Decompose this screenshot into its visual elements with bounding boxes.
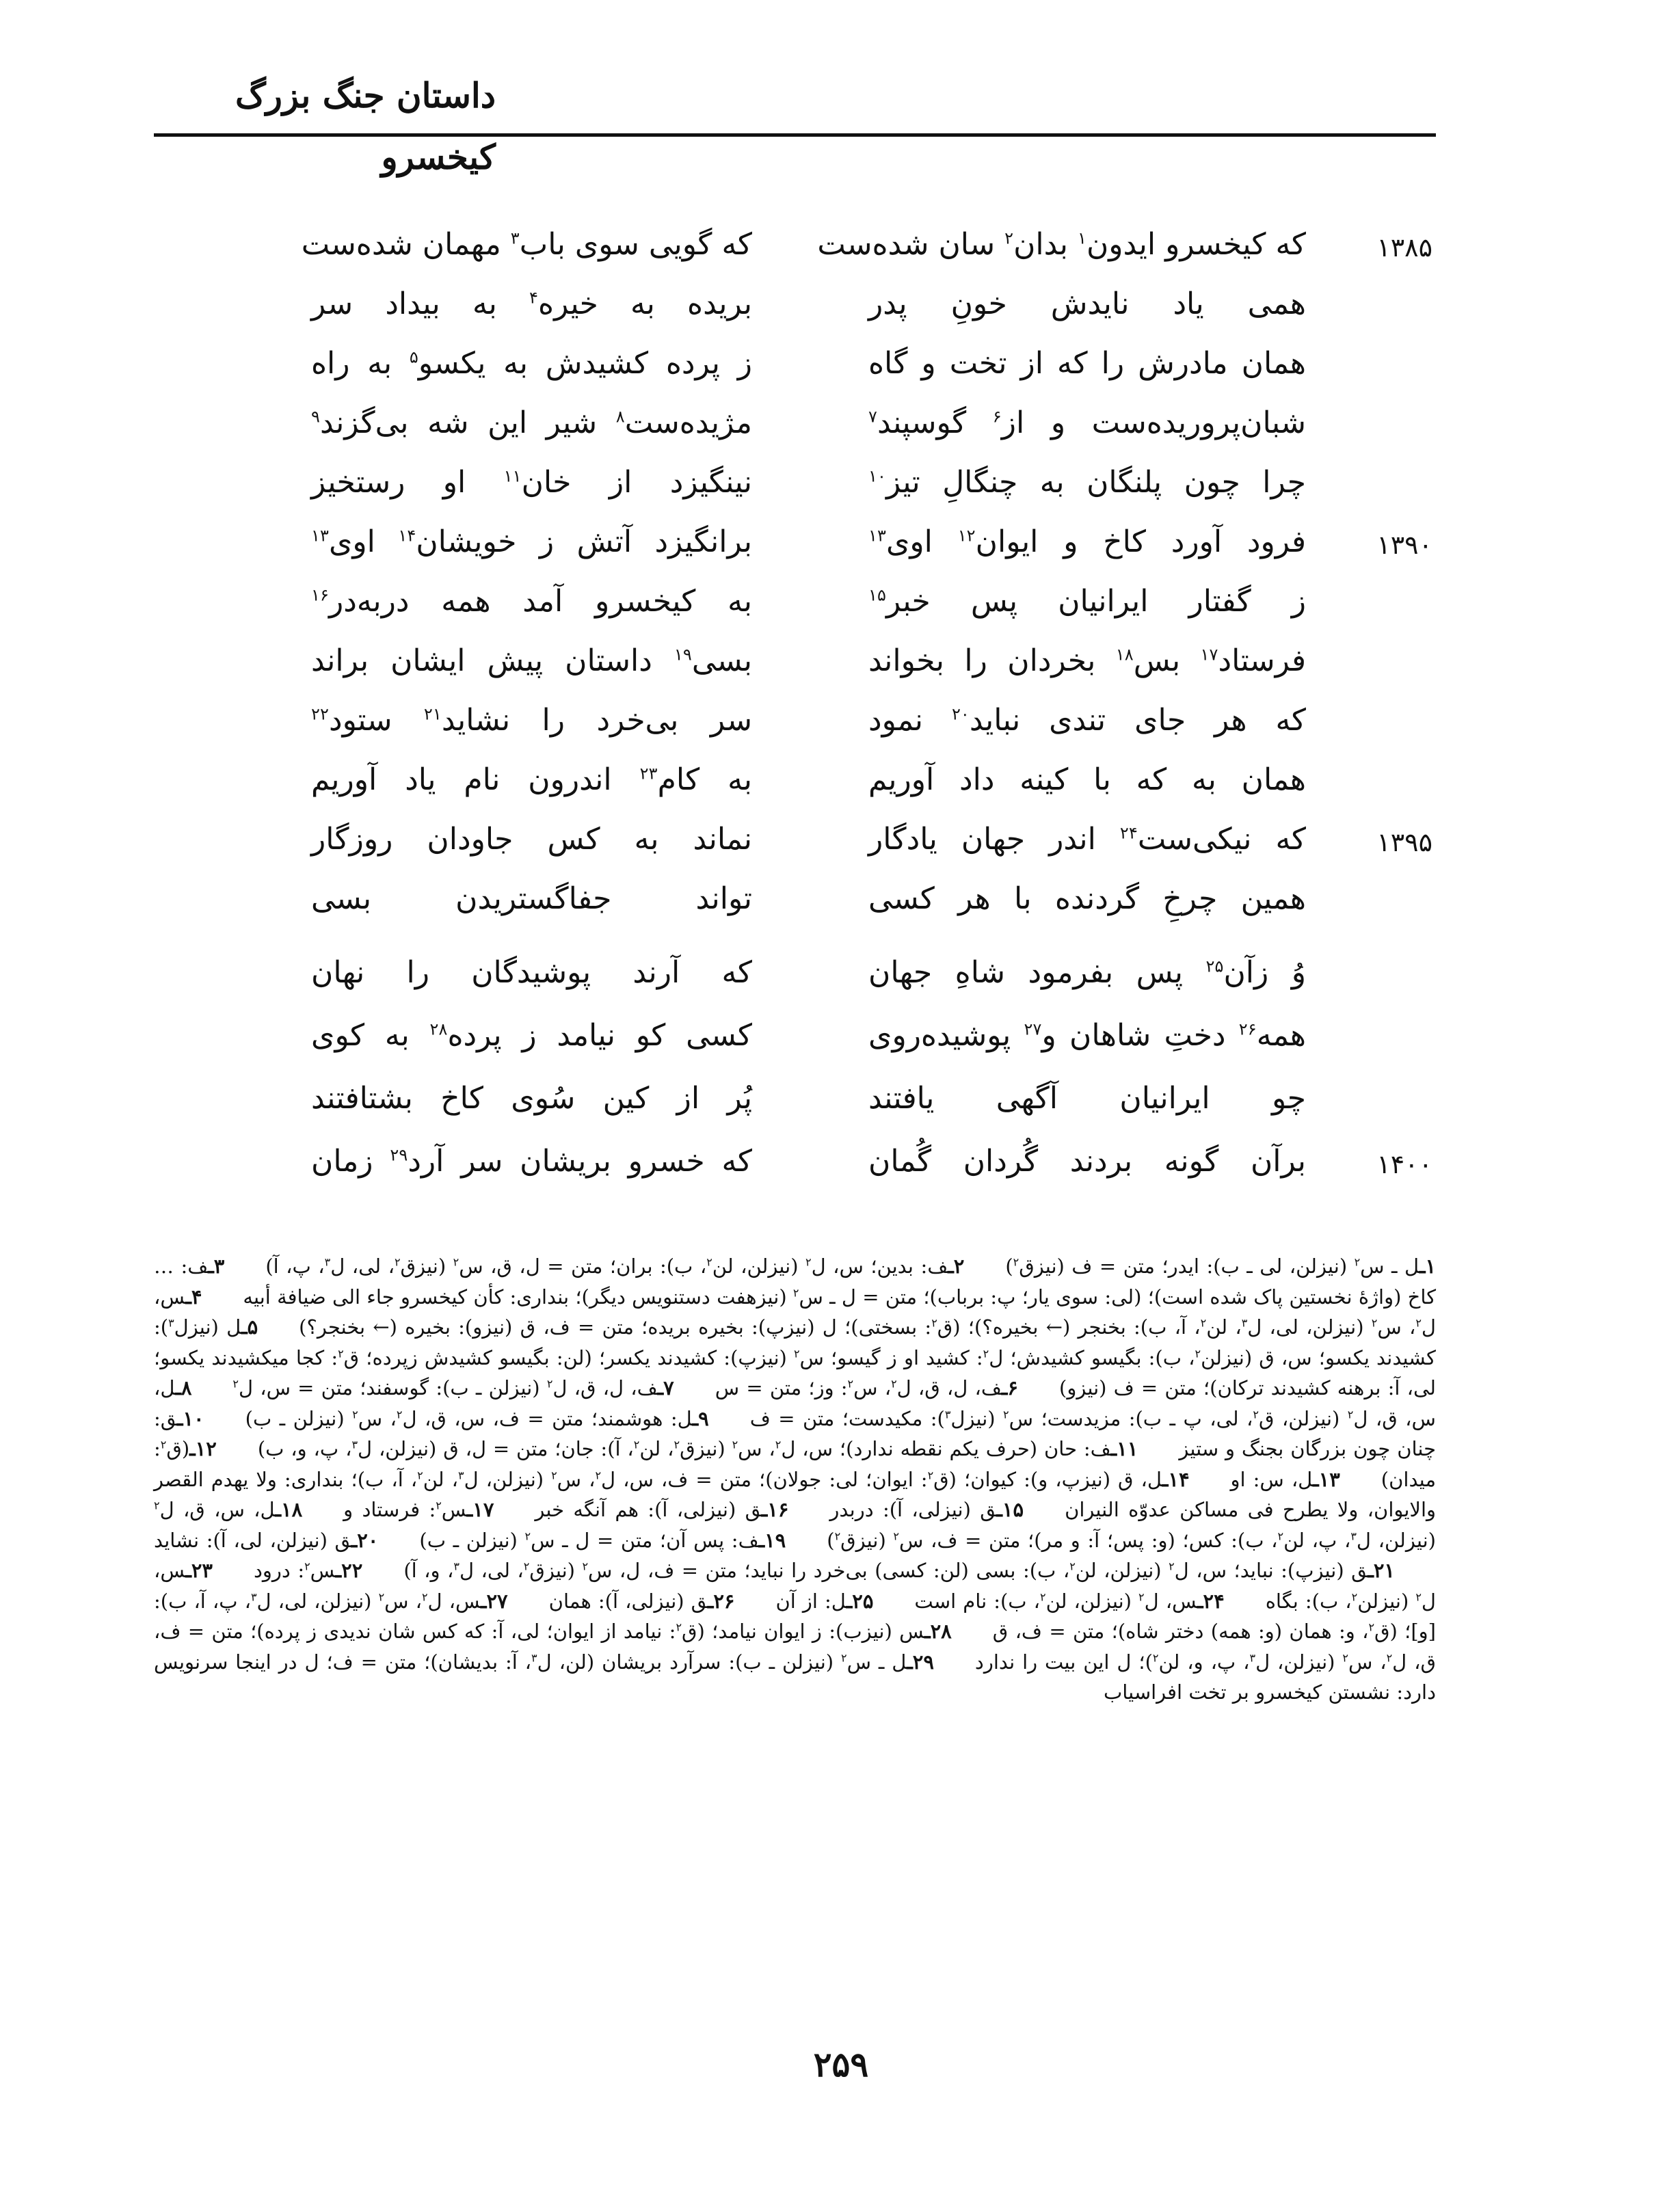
footnote-number: ۷ـ: [657, 1376, 674, 1399]
verse-line-number: [1357, 271, 1432, 336]
second-hemistich: که آرند پوشیدگان را نهان: [311, 955, 752, 990]
second-hemistich: برانگیزد آتش ز خویشان$^{۱۴}$ اوی$^{۱۳}$: [311, 524, 752, 559]
verse-line-number: [1357, 866, 1432, 931]
first-hemistich: وُ زآن$^{۲۵}$ پس بفرمود شاهِ جهان: [868, 955, 1306, 990]
footnote-number: ۳ـ: [208, 1255, 225, 1278]
footnote-text: ق (نیزلن، لی، آ): نشاید: [154, 1528, 351, 1552]
second-hemistich: به کیخسرو آمد همه دربه‌در$^{۱۶}$: [311, 584, 752, 619]
footnote-text: ل، س: او: [1230, 1467, 1314, 1491]
first-hemistich: که هر جای تندی نباید$^{۲۰}$ نمود: [868, 703, 1306, 738]
footnote-number: ۱۹ـ: [758, 1528, 786, 1552]
footnote-number: ۲۰ـ: [351, 1528, 379, 1552]
footnote-text: س، ل$^۲$ (نیزلن$^۲$، ب): بگاه: [154, 1559, 1436, 1613]
footnote: [914, 1590, 1224, 1613]
verse-line-number: [1357, 1003, 1432, 1068]
couplet: [0, 569, 1680, 634]
second-hemistich: نماند به کس جاودان روزگار: [311, 822, 752, 857]
footnote-number: ۴ـ: [185, 1285, 202, 1309]
footnote-text: ل: از آن: [775, 1589, 846, 1613]
running-head-title: داستان جنگ بزرگ کیخسرو: [235, 75, 496, 177]
second-hemistich: کسی کو نیامد ز پرده$^{۲۸}$ به کوی: [311, 1018, 752, 1053]
second-hemistich: مژیده‌ست$^۸$ شیر این شه بی‌گزند$^۹$: [311, 405, 752, 440]
footnote-text: ق (نیزلی، آ): هم آنگه خبر: [535, 1498, 762, 1521]
first-hemistich: همان به که با کینه داد آوریم: [868, 762, 1306, 797]
first-hemistich: چو ایرانیان آگهی یافتند: [868, 1081, 1306, 1116]
second-hemistich: که خسرو بریشان سر آرد$^{۲۹}$ زمان: [311, 1144, 752, 1179]
footnote-number: ۲۸ـ: [924, 1620, 952, 1643]
second-hemistich: پُر از کین سُوی کاخ بشتافتند: [311, 1081, 752, 1116]
footnote-text: (ق$^۲$: میدان): [154, 1437, 1436, 1491]
footnote-number: ۱۲ـ: [189, 1437, 217, 1460]
first-hemistich: چرا چون پلنگان به چنگالِ تیز$^{۱۰}$: [868, 465, 1306, 500]
couplet: [0, 331, 1680, 396]
footnote-number: ۲ـ: [948, 1255, 965, 1278]
footnote-text: ف، ل، ق، ل$^۲$ (نیزلن ـ ب): گوسفند؛ متن = س، ل$^۲$: [232, 1376, 658, 1399]
footnote-number: ۸ـ: [175, 1376, 192, 1399]
couplet: [0, 1003, 1680, 1068]
footnote: [829, 1498, 1024, 1521]
footnote-number: ۲۷ـ: [480, 1589, 508, 1613]
second-hemistich: نینگیزد از خان$^{۱۱}$ او رستخیز: [311, 465, 752, 500]
footnote-text: ل، ق (نیزپ، و): کیوان؛ (ق$^۲$: ایوان؛ لی: جولان)؛ متن = ف، س، ل$^۲$، س$^۲$ (نیزلن، ل$^۳$، لن$^۲$، آ، ب)؛ بنداری: ولا یهدم القصر والایوان، ولا یطرح فی مساکن عدوّه النیران: [154, 1467, 1437, 1521]
couplet: [0, 390, 1680, 455]
footnote-text: ل ـ س$^۲$ (نیزلن، لی ـ ب): ایدر؛ متن = ف (نیزق$^۲$): [1005, 1255, 1419, 1278]
footnote: [535, 1498, 788, 1521]
footnote: [245, 1407, 709, 1430]
header-divider: [154, 133, 1436, 137]
couplet: [0, 1066, 1680, 1131]
footnote-number: ۹ـ: [692, 1406, 709, 1430]
footnote-number: ۲۵ـ: [846, 1589, 874, 1613]
footnote-number: ۶ـ: [1001, 1376, 1018, 1399]
footnote-text: ف، ل، ق، ل$^۲$، س$^۲$: وز؛ متن = س: [715, 1376, 1002, 1399]
verse-line-number: [1357, 628, 1432, 693]
footnote-number: ۲۳ـ: [185, 1559, 213, 1582]
first-hemistich: همان مادرش را که از تخت و گاه: [868, 346, 1306, 381]
footnote-number: ۱۱ـ: [1110, 1437, 1138, 1460]
footnote-number: ۵ـ: [241, 1315, 258, 1339]
footnote-text: س$^۲$: فرستاد و: [343, 1498, 467, 1521]
footnote: [254, 1559, 362, 1582]
verse-line-number: [1357, 569, 1432, 634]
page-number: ۲۵۹: [813, 2044, 869, 2085]
footnote-number: ۱۳ـ: [1313, 1467, 1340, 1491]
footnote-text: ف: … کاخ (واژهٔ نخستین پاک شده است)؛ (لی: سوی یار؛ پ: برباب)؛ متن = ل ـ س$^۲$ (نیزهفت دستنویس دیگر)؛ بنداری: کأن کیخسرو جاء الی ضیافة أبیه: [154, 1255, 1436, 1309]
first-hemistich: ز گفتار ایرانیان پس خبر$^{۱۵}$: [868, 584, 1306, 619]
footnote: [343, 1498, 494, 1521]
verse-line-number: [1357, 331, 1432, 396]
couplet: [0, 212, 1680, 277]
second-hemistich: ز پرده کشیدش به یکسو$^۵$ به راه: [311, 346, 752, 381]
footnote-text: ل، س، ق، ل$^۲$ (نیزلن، ل$^۳$، پ، لن$^۲$، ب): کس؛ (و: پس؛ آ: و مر)؛ متن = ف، س$^۲$ (نیزق$^۲$): [154, 1498, 1436, 1552]
footnote: [1005, 1255, 1436, 1278]
footnote-text: ل، س، ق، ل$^۲$ (نیزلن، ق$^۲$، لی، پ ـ ب): مزیدست؛ س$^۲$ (نیزل$^۳$): مکیدست؛ متن = ف: [154, 1376, 1436, 1430]
second-hemistich: بریده به خیره$^۴$ به بیداد سر: [311, 286, 752, 321]
footnote-text: ل: هوشمند؛ متن = ف، س، ق، ل$^۲$، س$^۲$ (نیزلن ـ ب): [245, 1406, 693, 1430]
footnote-number: ۱ـ: [1419, 1255, 1437, 1278]
first-hemistich: برآن گونه بردند گُردان گُمان: [868, 1144, 1306, 1179]
footnote-text: ف: حان (حرف یکم نقطه ندارد)؛ س، ل$^۲$، س$^۲$ (نیزق$^۲$، لن$^۲$، آ): جان؛ متن = ل، ق (نیزلن، ل$^۳$، پ، و، ب): [257, 1437, 1111, 1460]
first-hemistich: همه$^{۲۶}$ دختِ شاهان و$^{۲۷}$ پوشیده‌روی: [868, 1018, 1306, 1053]
couplet: [0, 940, 1680, 1005]
footnote-text: ق (نیزلی، آ): دربدر: [829, 1498, 997, 1521]
footnote-number: ۱۵ـ: [996, 1498, 1024, 1521]
couplet: [0, 450, 1680, 515]
footnote-text: ف: بدین؛ س، ل$^۲$ (نیزلن، لن$^۲$، ب): بران؛ متن = ل، ق، س$^۲$ (نیزق$^۲$، لی، ل$^۳$، پ، آ): [265, 1255, 948, 1278]
couplet: [0, 866, 1680, 931]
verse-line-number: ۱۳۹۰: [1376, 530, 1432, 560]
couplet: [0, 688, 1680, 753]
footnote-text: س، ل$^۲$، س$^۲$ (نیزلن، لی، ل$^۳$، لن$^۲$، آ، ب): بخنجر (← بخیره؟)؛ (ق$^۲$: بسختی)؛ ل (نیزپ): بخیره بریده؛ متن = ف، ق (نیزو): بخیره (← بخنجر؟): [154, 1285, 1436, 1339]
first-hemistich: شبان‌پروریده‌ست و از$^۶$ گوسپند$^۷$: [868, 405, 1307, 440]
first-hemistich: همی یاد نایدش خونِ پدر: [868, 286, 1306, 321]
footnote-text: ق: چنان چون بزرگان بجنگ و ستیز: [154, 1406, 1436, 1460]
footnote: [258, 1437, 1138, 1460]
footnote: [419, 1529, 786, 1552]
footnote-number: ۱۴ـ: [1162, 1467, 1190, 1491]
footnote-number: ۱۷ـ: [466, 1498, 494, 1521]
footnote: [265, 1255, 964, 1278]
verse-line-number: ۱۳۸۵: [1376, 232, 1432, 263]
footnote-text: ق (نیزلی، آ): همان: [548, 1589, 708, 1613]
verse-line-number: [1357, 688, 1432, 753]
footnote-number: ۱۶ـ: [761, 1498, 789, 1521]
second-hemistich: تواند جفاگستریدن بسی: [311, 881, 752, 916]
critical-apparatus-footnotes: [154, 1251, 1436, 1708]
couplet: [0, 807, 1680, 872]
verse-line-number: ۱۳۹۵: [1376, 827, 1432, 857]
footnote-number: ۲۹ـ: [907, 1650, 934, 1674]
footnote-number: ۲۶ـ: [707, 1589, 735, 1613]
footnote: [232, 1376, 674, 1399]
second-hemistich: که گویی سوی باب$^۳$ مهمان شده‌ست: [301, 227, 752, 262]
couplet: [0, 1129, 1680, 1194]
second-hemistich: بسی$^{۱۹}$ داستان پیش ایشان براند: [311, 643, 752, 678]
footnote-text: س، ل$^۲$ (نیزلن، لن$^۲$، ب): نام است: [914, 1589, 1198, 1613]
footnote-text: س$^۲$: درود: [254, 1559, 336, 1582]
first-hemistich: فرود آورد کاخ و ایوان$^{۱۲}$ اوی$^{۱۳}$: [868, 524, 1307, 559]
couplet: [0, 747, 1680, 812]
footnote: [715, 1376, 1018, 1399]
couplet: [0, 271, 1680, 336]
footnote-number: ۲۲ـ: [335, 1559, 363, 1582]
footnote-text: ف: پس آن؛ متن = ل ـ س$^۲$ (نیزلن ـ ب): [419, 1528, 759, 1552]
first-hemistich: فرستاد$^{۱۷}$ بس$^{۱۸}$ بخردان را بخواند: [868, 643, 1306, 678]
footnote-number: ۲۴ـ: [1197, 1589, 1225, 1613]
verse-line-number: [1357, 390, 1432, 455]
verse-line-number: [1357, 450, 1432, 515]
verse-line-number: [1357, 747, 1432, 812]
first-hemistich: که نیکی‌ست$^{۲۴}$ اندر جهان یادگار: [868, 822, 1306, 857]
footnote-number: ۱۸ـ: [275, 1498, 303, 1521]
verse-line-number: [1357, 1066, 1432, 1131]
footnote-text: ل (نیزل$^۳$): کشیدند یکسو؛ س، ق (نیزلن$^۲$، ب): بگیسو کشیدش؛ ل$^۲$: کشید او ز گیسو؛ س$^۲$ (نیزپ): کشیدند یکسر؛ (لن: بگیسو کشیدش زپرده؛ ق$^۲$: کجا میکشیدند یکسو؛ لی، آ: برهنه کشیدند ترکان)؛ متن = ف (نیزو): [154, 1315, 1436, 1399]
footnote-text: ل ـ س$^۲$ (نیزلن ـ ب): سرآرد بریشان (لن، ل$^۳$، آ: بدیشان)؛ متن = ف؛ ل در اینجا سرنویس دارد: نشستن کیخسرو بر تخت افراسیاب: [154, 1650, 1436, 1704]
second-hemistich: به کام$^{۲۳}$ اندرون نام یاد آوریم: [311, 762, 753, 797]
first-hemistich: همین چرخِ گردنده با هر کسی: [868, 881, 1306, 916]
footnote: [403, 1559, 1395, 1582]
second-hemistich: سر بی‌خرد را نشاید$^{۲۱}$ ستود$^{۲۲}$: [311, 703, 752, 738]
verse-line-number: ۱۴۰۰: [1376, 1149, 1432, 1179]
couplet: [0, 628, 1680, 693]
footnote: [1231, 1468, 1340, 1491]
first-hemistich: که کیخسرو ایدون$^۱$ بدان$^۲$ سان شده‌ست: [817, 227, 1306, 262]
footnote-text: ق (نیزپ): نباید؛ س، ل$^۲$ (نیزلن، لن$^۲$، ب): بسی (لن: کسی) بی‌خرد را نباید؛ متن = ف، ل، س$^۲$ (نیزق$^۲$، لی، ل$^۳$، و، آ): [403, 1559, 1368, 1582]
footnote: [154, 1529, 378, 1552]
verse-line-number: [1357, 940, 1432, 1005]
footnote-number: ۲۱ـ: [1368, 1559, 1395, 1582]
footnote: [775, 1590, 873, 1613]
couplet: [0, 509, 1680, 574]
footnote-text: س (نیزب): ز ایوان نیامد؛ (ق$^۲$: نیامد از ایوان؛ لی، آ: که کس شان ندیدی ز پرده)؛ متن = ف، ق، ل$^۲$، س$^۲$ (نیزلن، ل$^۳$، پ، و، لن$^۲$)؛ ل این بیت را ندارد: [154, 1620, 1437, 1674]
footnote: [549, 1590, 735, 1613]
footnote-text: س، ل$^۲$، س$^۲$ (نیزلن، لی، ل$^۳$، پ، آ، ب): [و]؛ (ق$^۲$، و: همان (و: همه) دختر شاه)؛ متن = ف، ق: [154, 1589, 1436, 1643]
footnote-number: ۱۰ـ: [176, 1406, 204, 1430]
